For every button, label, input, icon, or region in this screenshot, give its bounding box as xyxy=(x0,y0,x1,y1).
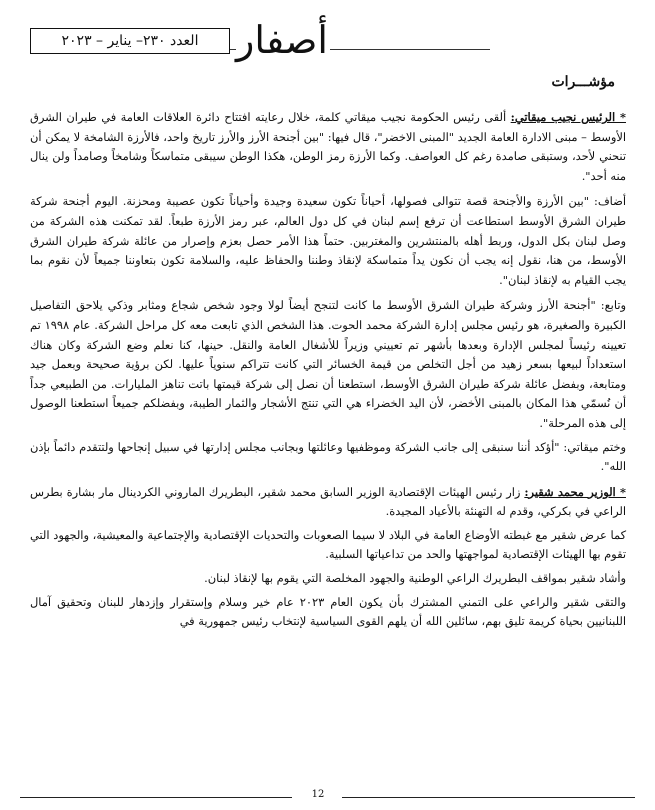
paragraph-text: كما عرض شقير مع غبطته الأوضاع العامة في البلاد لا سيما الصعوبات والتحديات الإقتصادية والإجتماعية والمعيشية، والجهود التي تقوم بها الهيئات الإقتصادية لمواجهتها والحد من تداعياتها السلبية. xyxy=(30,527,626,562)
magazine-title: أصفار xyxy=(236,18,328,62)
masthead xyxy=(0,18,655,78)
article-body xyxy=(30,108,626,636)
paragraph-text: وتابع: "أجنحة الأرز وشركة طيران الشرق الأوسط ما كانت لتنجح أيضاً لولا وجود شخص شجاع ومثابر وذكي يلاحق التفاصيل الكبيرة والصغيرة، هو رئيس مجلس إدارة الشركة محمد الحوت. هذا الشخص الذي تابعت معه كل مراحل الشركة. عام ١٩٩٨ تم تعيينه رئيساً لمجلس الإدارة وبعدها بأشهر تم تعييني وزيراً للأشغال العامة والنقل. حينها، كنا نعلم وضع الشركة وكان هناك استعداداً لبيعها بسعر زهيد من أجل التخلص من قيمة الخسائر التي كانت تتراكم سنوياً عليها. لكن برؤية صحيحة وبعمل جيد ومتابعة، وبفضل عائلة شركة طيران الشرق الأوسط، استطعنا أن نصل إلى شركة قيمتها باتت تناهز المليارات. من الطبيعي جداً أن نُسمّي هذا المكان بالمبنى الأخضر، لأن اليد الخضراء هي التي تنتج الأشجار والثمار الطيبة، وبفضلكم جميعاً استطعنا الوصول إلى هذه المرحلة". xyxy=(30,298,626,430)
article-paragraph xyxy=(30,192,626,290)
issue-info-box: العدد ٢٣٠– يناير – ٢٠٢٣ xyxy=(30,28,230,54)
footer-rule-right xyxy=(342,797,635,798)
paragraph-text: والتقى شقير والراعي على التمني المشترك بأن يكون العام ٢٠٢٣ عام خير وسلام وإستقرار وإزدهار للبنان وتحقيق آمال اللبنانيين بحياة كريمة تليق بهم، سائلين الله أن يلهم القوى السياسية لإنتخاب رئيس جمهورية في xyxy=(30,594,626,629)
paragraph-text: أضاف: "بين الأرزة والأجنحة قصة تتوالى فصولها، أحياناً تكون سعيدة وجيدة وأحياناً تكون عصيبة ومحزنة. اليوم أجنحة شركة طيران الشرق الأوسط استطاعت أن ترفع إسم لبنان في كل دول العالم، عبر رمز الأرزة طبعاً. لقد تمكنت هذه الشركة من وصل لبنان بكل الدول، وربط أهله بالمنتشرين والمغتربين. حتماً هذا الأمر حصل بعزم وإصرار من عائلة شركة طيران الشرق الأوسط، من هنا، نقول إنه يجب أن نكون يداً متماسكة لإنقاذ وطننا والحفاظ عليه، والسلامة تكون بتعاوننا جميعاً لأن نقوم بما يجب القيام به لإنقاذ لبنان". xyxy=(30,194,626,287)
footer-rule-left xyxy=(20,797,292,798)
paragraph-text: زار رئيس الهيئات الإقتصادية الوزير السابق محمد شقير، البطريرك الماروني الكردينال مار بشارة بطرس الراعي في بكركي، وقدم له التهنئة بالأعياد المجيدة. xyxy=(30,484,626,519)
article-paragraph xyxy=(30,296,626,433)
paragraph-text: وأشاد شقير بمواقف البطريرك الراعي الوطنية والجهود المخلصة التي يقوم بها لإنقاذ لبنان. xyxy=(204,571,626,586)
article-paragraph xyxy=(30,593,626,632)
article-paragraph xyxy=(30,483,626,522)
paragraph-text: ألقى رئيس الحكومة نجيب ميقاتي كلمة، خلال رعايته افتتاح دائرة العلاقات العامة في طيران الشرق الأوسط – مبنى الادارة العامة الجديد "المبنى الاخضر"، قال فيها: "بين أجنحة الأرز والأرز تاريخ واحد، فالأرزة الشامخة لا يمكن أن تنحني لأحد، وستبقى صامدة رغم كل العواصف. وكما الأرزة رمز الوطن، هكذا الوطن سيبقى متماسكاً وشامخاً وصامداً ولن ينال منه أحد". xyxy=(30,110,626,183)
section-title: مؤشـــرات xyxy=(551,74,615,90)
paragraph-lead: * الرئيس نجيب ميقاتي: xyxy=(510,110,626,124)
article-paragraph xyxy=(30,569,626,589)
paragraph-text: وختم ميقاتي: "أؤكد أننا سنبقى إلى جانب الشركة وموظفيها وعائلتها وبجانب مجلس إدارتها في سبيل إنجاحها ولتتقدم دائماً بإذن الله". xyxy=(30,439,626,474)
masthead-rule-right xyxy=(330,49,490,50)
paragraph-lead: * الوزير محمد شقير: xyxy=(524,484,626,499)
page-footer xyxy=(20,790,635,804)
page-number: 12 xyxy=(311,789,325,800)
article-paragraph xyxy=(30,526,626,565)
article-paragraph xyxy=(30,108,626,186)
article-paragraph xyxy=(30,438,626,477)
